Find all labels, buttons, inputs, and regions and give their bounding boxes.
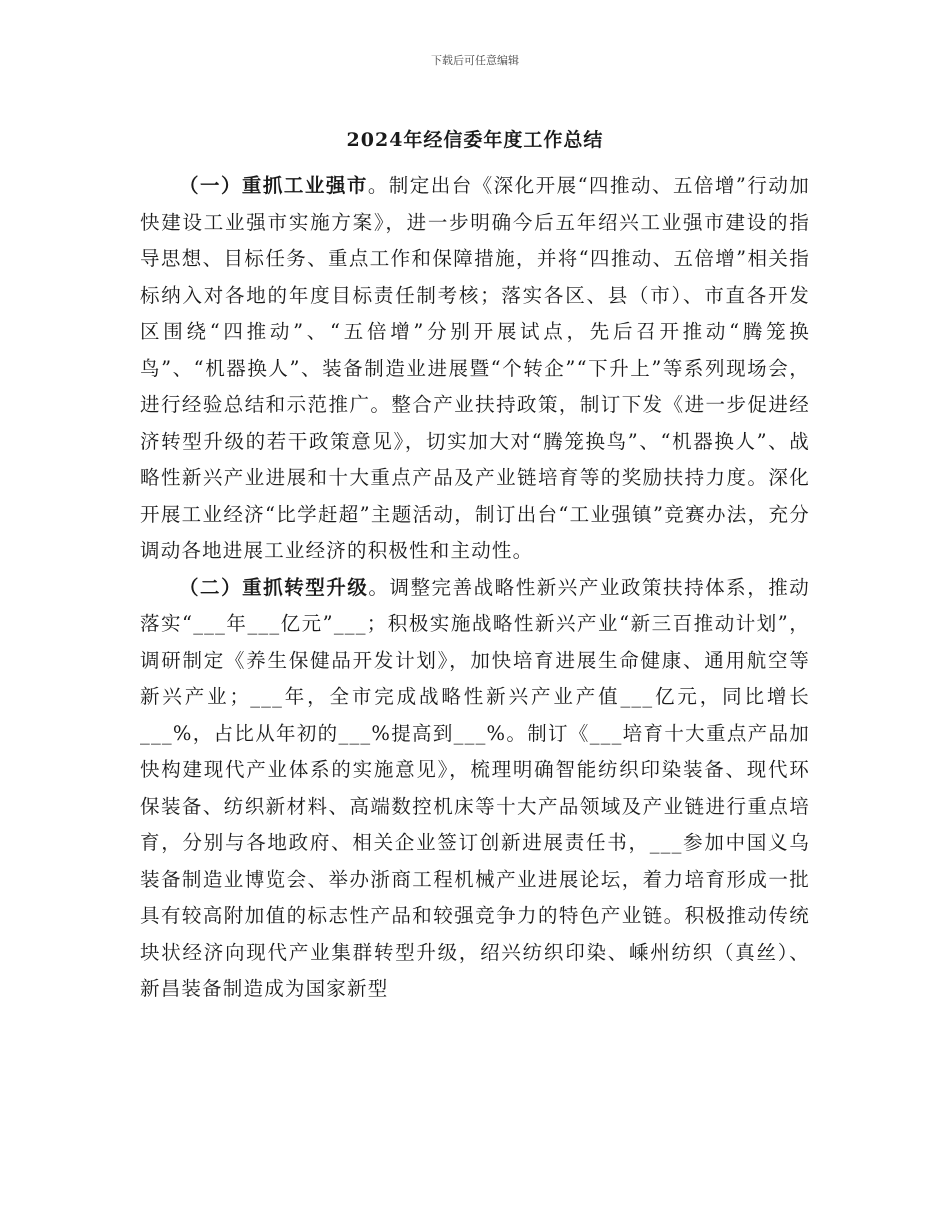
- section-text-2: 。调整完善战略性新兴产业政策扶持体系，推动落实“___年___亿元”___；积极实施战略性新兴产业“新三百推动计划”，调研制定《养生保健品开发计划》，加快培育进展生命健康、通用航空等新兴产业；___年，全市完成战略性新兴产业产值___亿元，同比增长___%，占比从年初的___%提高到___%。制订《___培育十大重点产品加快构建现代产业体系的实施意见》，梳理明确智能纺织印染装备、现代环保装备、纺织新材料、高端数控机床等十大产品领域及产业链进行重点培育，分别与各地政府、相关企业签订创新进展责任书，___参加中国义乌装备制造业博览会、举办浙商工程机械产业进展论坛，着力培育形成一批具有较高附加值的标志性产品和较强竞争力的特色产业链。积极推动传统块状经济向现代产业集群转型升级，绍兴纺织印染、嵊州纺织（真丝）、新昌装备制造成为国家新型: [140, 575, 810, 1000]
- paragraph-section-1: [140, 168, 810, 570]
- document-title: 2024年经信委年度工作总结: [346, 129, 604, 151]
- section-heading-1: （一）重抓工业强市: [179, 174, 368, 197]
- page-header-note: 下载后可任意编辑: [431, 54, 519, 67]
- section-heading-2: （二）重抓转型升级: [179, 575, 369, 599]
- document-body: [140, 168, 810, 1008]
- section-text-1: 。制定出台《深化开展“四推动、五倍增”行动加快建设工业强市实施方案》，进一步明确今后五年绍兴工业强市建设的指导思想、目标任务、重点工作和保障措施，并将“四推动、五倍增”相关指标纳入对各地的年度目标责任制考核；落实各区、县（市）、市直各开发区围绕“四推动”、“五倍增”分别开展试点，先后召开推动“腾笼换鸟”、“机器换人”、装备制造业进展暨“个转企”“下升上”等系列现场会，进行经验总结和示范推广。整合产业扶持政策，制订下发《进一步促进经济转型升级的若干政策意见》，切实加大对“腾笼换鸟”、“机器换人”、战略性新兴产业进展和十大重点产品及产业链培育等的奖励扶持力度。深化开展工业经济“比学赶超”主题活动，制订出台“工业强镇”竞赛办法，充分调动各地进展工业经济的积极性和主动性。: [140, 174, 810, 562]
- paragraph-section-2: [140, 570, 810, 1008]
